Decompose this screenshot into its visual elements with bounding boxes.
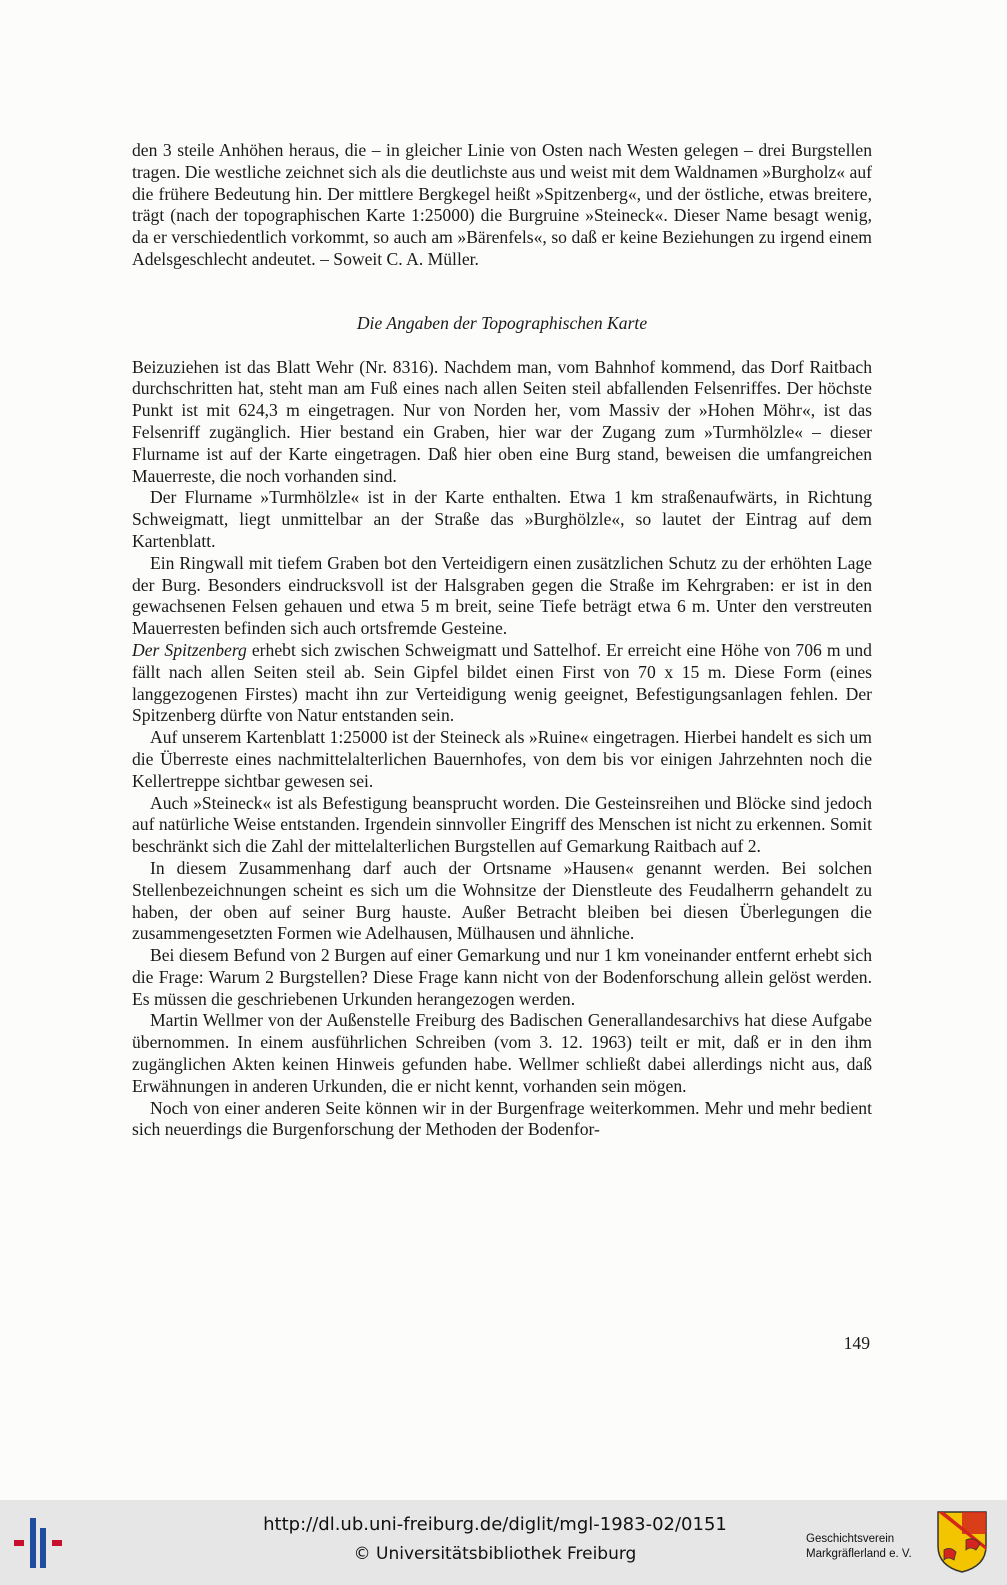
section-heading: Die Angaben der Topographischen Karte	[356, 312, 648, 333]
page-number: 149	[843, 1333, 870, 1353]
paragraph: Bei diesem Befund von 2 Burgen auf einer Gemarkung und nur 1 km voneinander entfernt erhebt sich die Frage: Warum 2 Burgstellen? Diese Frage kann nicht von der Bodenforschung allein gelöst werden. Es müssen die geschriebenen Urkunden herangezogen werden.	[132, 945, 872, 1009]
paragraph-spitzenberg	[132, 640, 872, 727]
body-text	[132, 140, 872, 1141]
paragraph: In diesem Zusammenhang darf auch der Ortsname »Hausen« genannt werden. Bei solchen Stellenbezeichnungen scheint es sich um die Wohnsitze der Dienstleute des Feudalherrn gehandelt zu haben, der oben auf seiner Burg hauste. Außer Betracht bleiben bei diesen Überlegungen die zusammengesetzten Formen wie Adelhausen, Mülhausen und ähnliche.	[132, 857, 872, 944]
paragraph: Noch von einer anderen Seite können wir in der Burgenfrage weiterkommen. Mehr und mehr bedient sich neuerdings die Burgenforschung der Methoden der Bodenfor-	[132, 1097, 872, 1140]
paragraph: Auch »Steineck« ist als Befestigung beansprucht worden. Die Gesteinsreihen und Blöcke sind jedoch auf natürliche Weise entstanden. Irgendein sinnvoller Eingriff des Menschen ist nicht zu erkennen. Somit beschränkt sich die Zahl der mittelalterlichen Burgstellen auf Gemarkung Raitbach auf 2.	[132, 792, 872, 857]
publisher-name	[806, 1532, 934, 1562]
paragraph: den 3 steile Anhöhen heraus, die – in gleicher Linie von Osten nach Westen gelegen – drei Burgstellen tragen. Die westliche zeichnet sich als die deutlichste aus und weist mit dem Waldnamen »Burgholz« auf die frühere Bedeutung hin. Der mittlere Bergkegel heißt »Spitzenberg«, und der östliche, etwas breitere, trägt (nach der topographischen Karte 1:25000) die Burgruine »Steineck«. Dieser Name besagt wenig, da er verschiedentlich vorkommt, so auch am »Bärenfels«, so daß er keine Beziehungen zu irgend einem Adelsgeschlecht andeutet. – Soweit C. A. Müller.	[132, 140, 872, 269]
publisher-line-1: Geschichtsverein	[806, 1533, 895, 1545]
publisher-line-2: Markgräflerland e. V.	[806, 1548, 912, 1560]
paragraph: Beizuziehen ist das Blatt Wehr (Nr. 8316). Nachdem man, vom Bahnhof kommend, das Dorf Raitbach durchschritten hat, steht man am Fuß eines nach allen Seiten steil abfallenden Felsenriffes. Der höchste Punkt ist mit 624,3 m eingetragen. Nur von Norden her, vom Massiv der »Hohen Möhr«, ist das Felsenriff zugänglich. Hier bestand ein Graben, hier war der Zugang zum »Turmhölzle« – dieser Flurname ist auf der Karte eingetragen. Daß hier oben eine Burg stand, beweisen die umfangreichen Mauerreste, die noch vorhanden sind.	[132, 356, 872, 486]
paragraph: Auf unserem Kartenblatt 1:25000 ist der Steineck als »Ruine« eingetragen. Hierbei handelt es sich um die Überreste eines nachmittelalterlichen Bauernhofes, von dem bis vor einigen Jahrzehnten noch die Kellertreppe sichtbar gewesen sei.	[132, 727, 872, 791]
coat-of-arms-icon	[936, 1510, 988, 1574]
paragraph: Der Flurname »Turmhölzle« ist in der Karte enthalten. Etwa 1 km straßenaufwärts, in Richtung Schweigmatt, liegt unmittelbar an der Straße das »Burghölzle«, so lautet der Eintrag auf dem Kartenblatt.	[132, 487, 872, 551]
document-url-link[interactable]: http://dl.ub.uni-freiburg.de/diglit/mgl-1983-02/0151	[263, 1514, 727, 1535]
paragraph-text: erhebt sich zwischen Schweigmatt und Sattelhof. Er erreicht eine Höhe von 706 m und fällt nach allen Seiten steil ab. Sein Gipfel bildet einen First von 70 x 15 m. Diese Form (eines langgezogenen Firstes) macht ihn zur Verteidigung wenig geeignet, Befestigungsanlagen fehlen. Der Spitzenberg dürfte von Natur entstanden sein.	[132, 639, 872, 726]
copyright-notice: © Universitätsbibliothek Freiburg	[353, 1544, 637, 1564]
paragraph: Martin Wellmer von der Außenstelle Freiburg des Badischen Generallandesarchivs hat diese Aufgabe übernommen. In einem ausführlichen Schreiben (vom 3. 12. 1963) teilt er mit, daß er in den ihm zugänglichen Akten keinen Hinweis gefunden habe. Wellmer schließt dabei allerdings nicht aus, daß Erwähnungen in anderen Urkunden, die er nicht kennt, vorhanden sein mögen.	[132, 1010, 872, 1096]
italic-lead: Der Spitzenberg	[132, 639, 247, 660]
paragraph: Ein Ringwall mit tiefem Graben bot den Verteidigern einen zusätzlichen Schutz zu der erhöhten Lage der Burg. Besonders eindrucksvoll ist der Halsgraben gegen die Straße im Kehrgraben: er ist in den gewachsenen Felsen gehauen und etwa 5 m breit, seine Tiefe beträgt etwa 6 m. Unter den verstreuten Mauerresten befinden sich auch ortsfremde Gesteine.	[132, 552, 872, 639]
viewer-footer	[0, 1500, 1007, 1585]
